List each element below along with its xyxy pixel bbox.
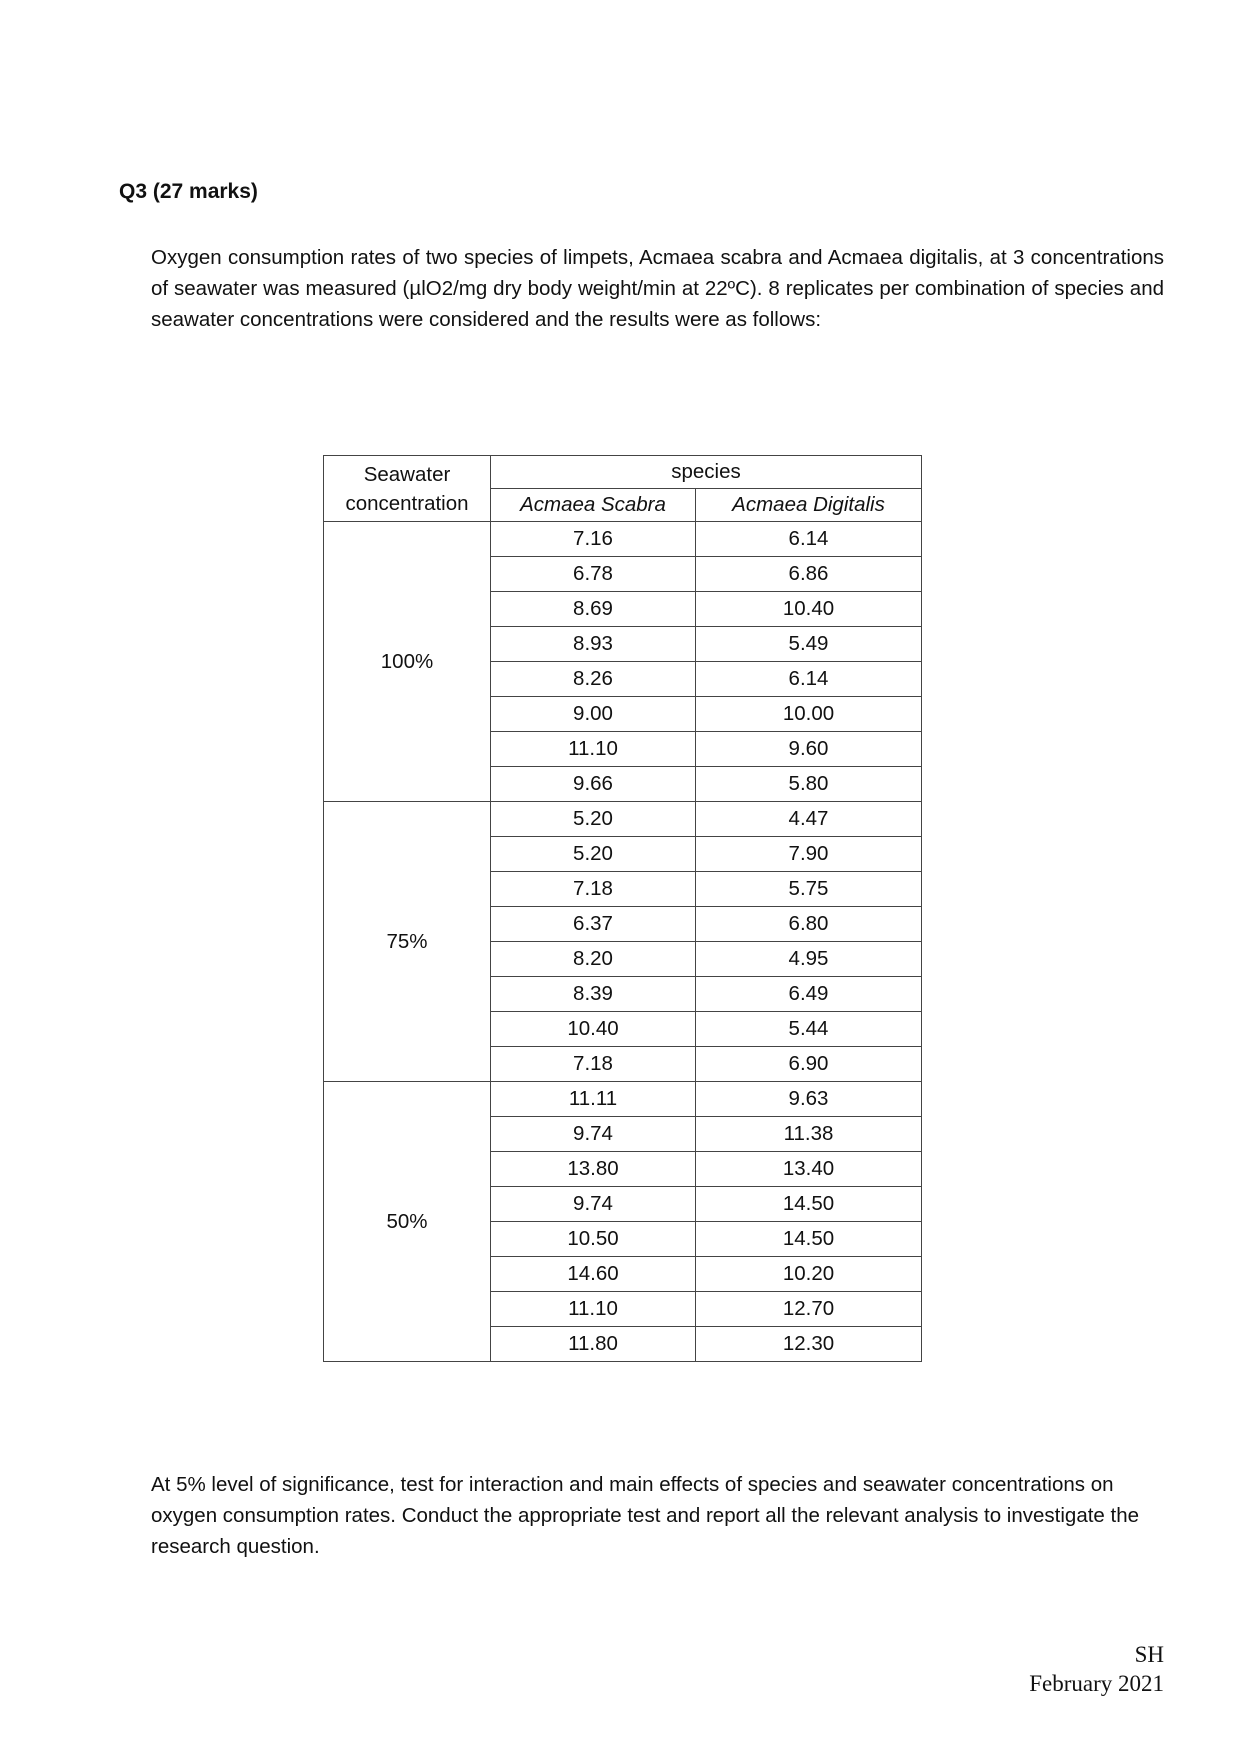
scabra-value-cell: 6.37 <box>491 907 696 942</box>
digitalis-value-cell: 10.20 <box>696 1257 922 1292</box>
digitalis-value-cell: 4.95 <box>696 942 922 977</box>
digitalis-value-cell: 9.60 <box>696 732 922 767</box>
digitalis-value-cell: 6.14 <box>696 522 922 557</box>
question-title: Q3 (27 marks) <box>119 180 258 203</box>
digitalis-value-cell: 11.38 <box>696 1117 922 1152</box>
scabra-value-cell: 9.74 <box>491 1187 696 1222</box>
scabra-value-cell: 9.00 <box>491 697 696 732</box>
digitalis-value-cell: 14.50 <box>696 1222 922 1257</box>
digitalis-value-cell: 9.63 <box>696 1082 922 1117</box>
scabra-value-cell: 5.20 <box>491 837 696 872</box>
scabra-value-cell: 7.16 <box>491 522 696 557</box>
scabra-value-cell: 7.18 <box>491 872 696 907</box>
digitalis-value-cell: 5.80 <box>696 767 922 802</box>
page-footer <box>1029 1640 1164 1698</box>
question-instructions: At 5% level of significance, test for interaction and main effects of species and seawater concentrations on oxygen consumption rates. Conduct the appropriate test and report all the relevant analysis to investigate the research question. <box>151 1473 1140 1558</box>
species-header-digitalis: Acmaea Digitalis <box>696 489 922 522</box>
scabra-value-cell: 14.60 <box>491 1257 696 1292</box>
scabra-value-cell: 10.40 <box>491 1012 696 1047</box>
scabra-value-cell: 11.80 <box>491 1327 696 1362</box>
scabra-value-cell: 8.26 <box>491 662 696 697</box>
digitalis-value-cell: 12.70 <box>696 1292 922 1327</box>
scabra-value-cell: 11.10 <box>491 732 696 767</box>
digitalis-value-cell: 12.30 <box>696 1327 922 1362</box>
concentration-cell: 50% <box>324 1082 491 1362</box>
author-initials: SH <box>1134 1642 1164 1667</box>
scabra-value-cell: 6.78 <box>491 557 696 592</box>
scabra-value-cell: 5.20 <box>491 802 696 837</box>
digitalis-value-cell: 6.14 <box>696 662 922 697</box>
scabra-value-cell: 8.20 <box>491 942 696 977</box>
digitalis-value-cell: 7.90 <box>696 837 922 872</box>
digitalis-value-cell: 14.50 <box>696 1187 922 1222</box>
table-row <box>324 1082 922 1117</box>
digitalis-value-cell: 6.80 <box>696 907 922 942</box>
table-header-row <box>324 456 922 489</box>
digitalis-value-cell: 10.00 <box>696 697 922 732</box>
question-intro: Oxygen consumption rates of two species of limpets, Acmaea scabra and Acmaea digitalis, at 3 concentrations of seawater was measured (µlO2/mg dry body weight/min at 22ºC). 8 replicates per combination of species and seawater concentrations were considered and the results were as follows: <box>151 246 1164 331</box>
species-header-scabra: Acmaea Scabra <box>491 489 696 522</box>
table-head <box>324 456 922 522</box>
scabra-value-cell: 9.74 <box>491 1117 696 1152</box>
table-row <box>324 522 922 557</box>
footer-date: February 2021 <box>1029 1671 1164 1696</box>
scabra-value-cell: 9.66 <box>491 767 696 802</box>
digitalis-value-cell: 5.75 <box>696 872 922 907</box>
scabra-value-cell: 10.50 <box>491 1222 696 1257</box>
digitalis-value-cell: 10.40 <box>696 592 922 627</box>
scabra-value-cell: 8.93 <box>491 627 696 662</box>
digitalis-value-cell: 6.49 <box>696 977 922 1012</box>
scabra-value-cell: 7.18 <box>491 1047 696 1082</box>
table-body <box>324 522 922 1362</box>
digitalis-value-cell: 13.40 <box>696 1152 922 1187</box>
species-column-header: species <box>491 456 922 489</box>
digitalis-value-cell: 6.86 <box>696 557 922 592</box>
scabra-value-cell: 11.11 <box>491 1082 696 1117</box>
scabra-value-cell: 13.80 <box>491 1152 696 1187</box>
table-row <box>324 802 922 837</box>
concentration-cell: 100% <box>324 522 491 802</box>
oxygen-consumption-table <box>323 455 922 1362</box>
digitalis-value-cell: 5.49 <box>696 627 922 662</box>
scabra-value-cell: 8.39 <box>491 977 696 1012</box>
concentration-column-header: Seawater concentration <box>324 456 491 522</box>
concentration-cell: 75% <box>324 802 491 1082</box>
digitalis-value-cell: 6.90 <box>696 1047 922 1082</box>
scabra-value-cell: 11.10 <box>491 1292 696 1327</box>
digitalis-value-cell: 5.44 <box>696 1012 922 1047</box>
digitalis-value-cell: 4.47 <box>696 802 922 837</box>
scabra-value-cell: 8.69 <box>491 592 696 627</box>
